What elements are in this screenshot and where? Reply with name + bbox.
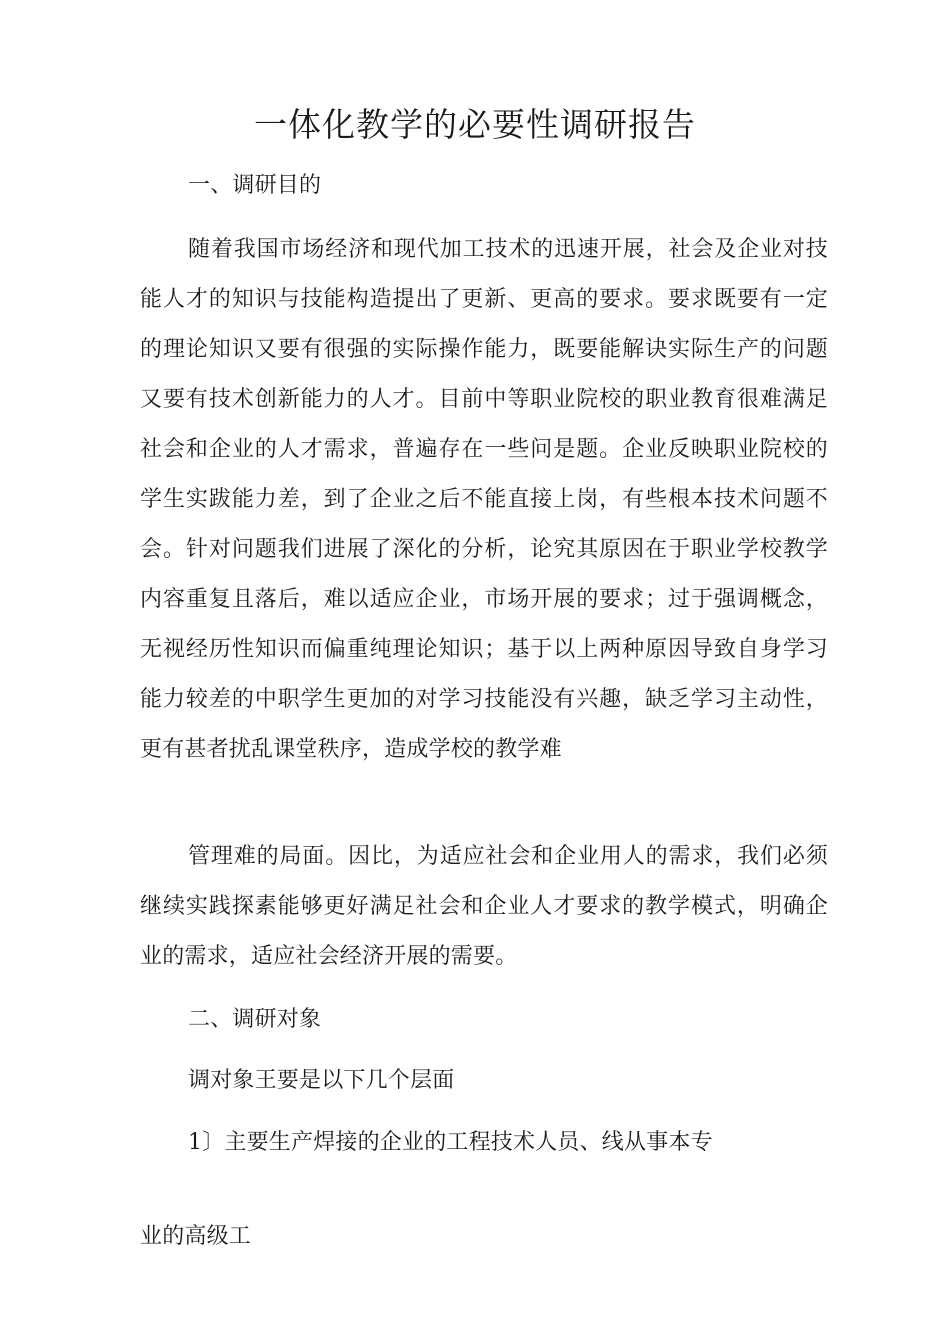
document-title: 一体化教学的必要性调研报告 [254,105,696,144]
list-item-1-continued: 业的高级工 [140,1224,252,1249]
section-heading-subjects: 二、调研对象 [188,1007,322,1032]
list-item-1: 1〕主要生产焊接的企业的工程技术人员、线从事本专 [188,1130,713,1155]
section-heading-purpose: 一、调研目的 [188,173,322,198]
paragraph-subjects-intro: 调对象王要是以下几个层面 [188,1068,455,1093]
paragraph-purpose-2: 管理难的局面。因比，为适应社会和企业用人的需求，我们必须继续实践探素能够更好满足社会和企业人才要求的教学模式，明确企业的需求，适应社会经济开展的需要。 [140,844,828,969]
paragraph-purpose-1: 随着我国市场经济和现代加工技术的迅速开展，社会及企业对技能人才的知识与技能构造提出了更新、更高的要求。要求既要有一定的理论知识又要有很强的实际操作能力，既要能解诀实际生产的问题又要有技术创新能力的人才。目前中等职业院校的职业教育很难满足社会和企业的人才需求，普遍存在一些问是题。企业反映职业院校的学生实跋能力差，到了企业之后不能直接上岗，有些根本技术问题不会。针对问题我们进展了深化的分析，论究其原因在于职业学校教学内容重复且落后，难以适应企业，市场开展的要求；过于强调概念，无视经历性知识而偏重纯理论知识；基于以上两种原因导致自身学习能力较差的中职学生更加的对学习技能没有兴趣，缺乏学习主动性，更有甚者扰乱课堂秩序，造成学校的教学难 [140,237,828,762]
